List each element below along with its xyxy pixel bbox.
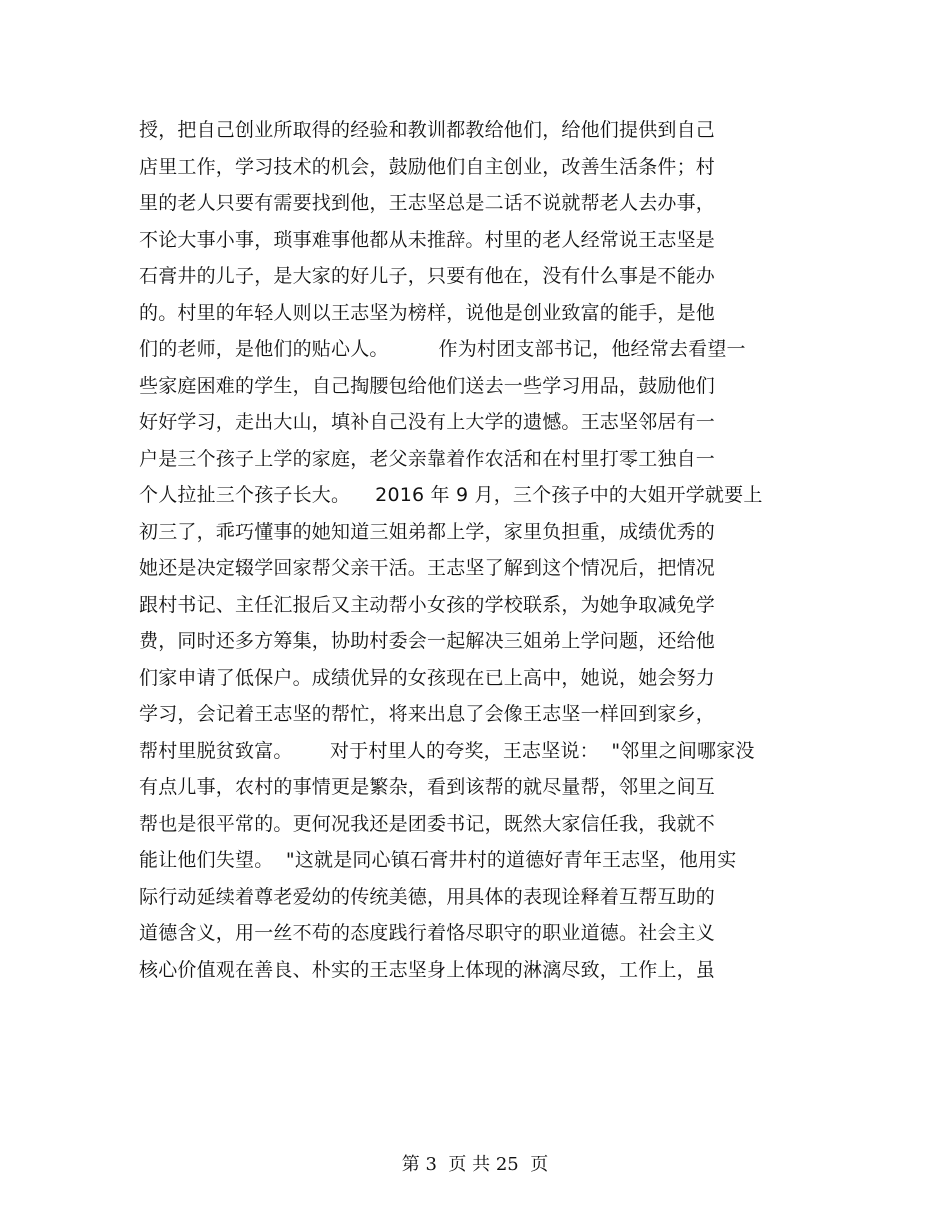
text-line: 她还是决定辍学回家帮父亲干活。王志坚了解到这个情况后，把情况 <box>139 557 716 579</box>
text-line: 跟村书记、主任汇报后又主动帮小女孩的学校联系，为她争取减免学 <box>139 593 716 616</box>
text-line: 学习，会记着王志坚的帮忙，将来出息了会像王志坚一样回到家乡， <box>139 703 716 725</box>
text-line: 道德含义，用一丝不苟的态度践行着恪尽职守的职业道德。社会主义 <box>139 922 716 944</box>
text-line: 们的老师，是他们的贴心人。 作为村团支部书记，他经常去看望一 <box>139 338 746 360</box>
text-line: 些家庭困难的学生，自己掏腰包给他们送去一些学习用品，鼓励他们 <box>139 374 716 397</box>
text-line: 的。村里的年轻人则以王志坚为榜样，说他是创业致富的能手，是他 <box>139 301 716 324</box>
text-line: 初三了，乖巧懂事的她知道三姐弟都上学，家里负担重，成绩优秀的 <box>139 520 716 543</box>
page-number-footer: 第 3 页 共 25 页 <box>401 1154 549 1175</box>
text-line: 费，同时还多方筹集，协助村委会一起解决三姐弟上学问题，还给他 <box>139 630 716 652</box>
text-line: 里的老人只要有需要找到他，王志坚总是二话不说就帮老人去办事， <box>139 192 716 214</box>
text-line: 好好学习，走出大山，填补自己没有上大学的遗憾。王志坚邻居有一 <box>139 411 716 433</box>
text-line: 际行动延续着尊老爱幼的传统美德，用具体的表现诠释着互帮互助的 <box>139 885 716 908</box>
text-line: 们家申请了低保户。成绩优异的女孩现在已上高中，她说，她会努力 <box>139 666 716 689</box>
text-line: 店里工作，学习技术的机会，鼓励他们自主创业，改善生活条件；村 <box>139 155 716 178</box>
text-line: 户是三个孩子上学的家庭，老父亲靠着作农活和在村里打零工独自一 <box>139 447 716 470</box>
text-line: 有点儿事，农村的事情更是繁杂，看到该帮的就尽量帮，邻里之间互 <box>139 776 716 798</box>
text-line: 能让他们失望。 "这就是同心镇石膏井村的道德好青年王志坚，他用实 <box>139 849 737 871</box>
text-line: 个人拉扯三个孩子长大。 2016 年 9 月，三个孩子中的大姐开学就要上 <box>139 484 763 506</box>
text-line: 授，把自己创业所取得的经验和教训都教给他们，给他们提供到自己 <box>139 119 716 141</box>
text-line: 帮也是很平常的。更何况我还是团委书记，既然大家信任我，我就不 <box>139 812 716 835</box>
text-line: 帮村里脱贫致富。 对于村里人的夸奖，王志坚说： "邻里之间哪家没 <box>139 739 755 762</box>
body-text <box>139 112 819 988</box>
text-line: 不论大事小事，琐事难事他都从未推辞。村里的老人经常说王志坚是 <box>139 228 716 251</box>
text-line: 石膏井的儿子，是大家的好儿子，只要有他在，没有什么事是不能办 <box>139 265 716 287</box>
text-line: 核心价值观在善良、朴实的王志坚身上体现的淋漓尽致，工作上，虽 <box>139 958 716 981</box>
